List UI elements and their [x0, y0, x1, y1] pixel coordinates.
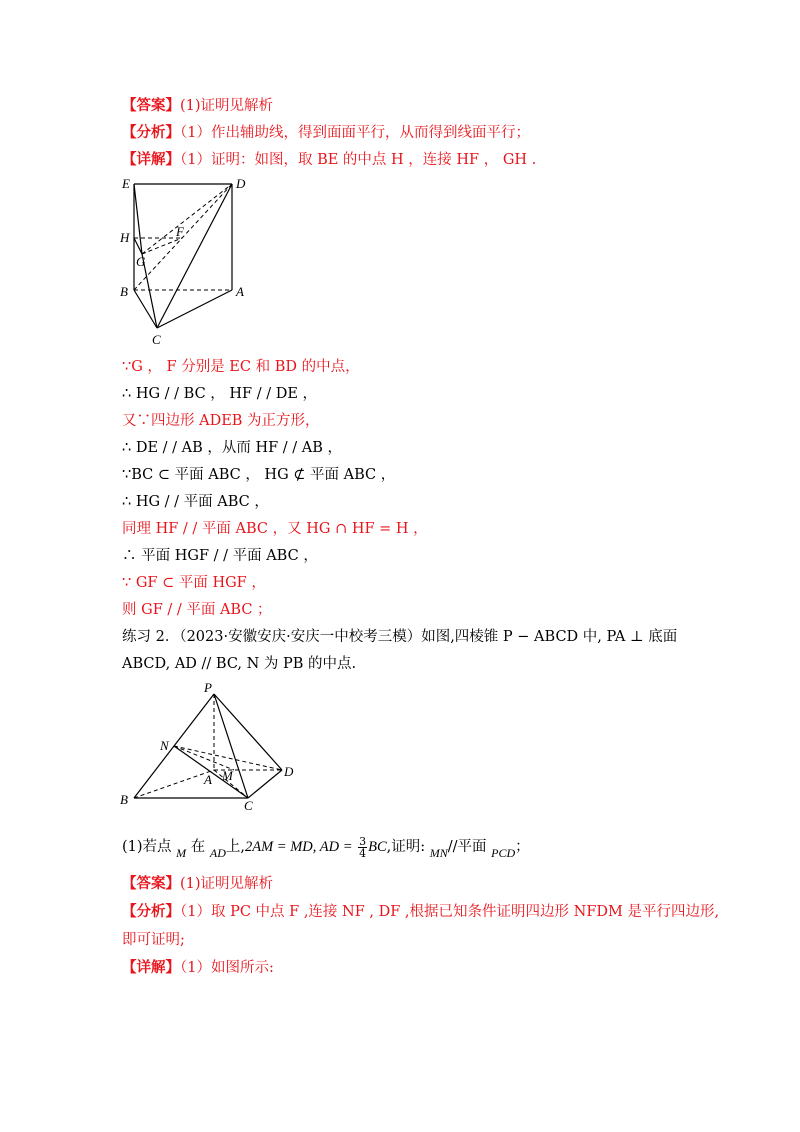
question-1-line	[122, 832, 530, 868]
q-frac-den: 4	[359, 846, 367, 860]
q-on: 在	[190, 839, 206, 855]
proof-line-4: ∴ DE / / AB ，从而 HF / / AB ，	[122, 440, 343, 456]
exercise2-line-2: ABCD, AD // BC, N 为 PB 的中点.	[122, 656, 357, 672]
detail-line-1	[122, 150, 536, 170]
analysis-tag-2: 【分析】	[122, 903, 180, 920]
proof-line-2: ∴ HG / / BC ， HF / / DE ，	[122, 386, 318, 402]
answer-tag-2: 【答案】	[122, 875, 180, 892]
detail-tag-2: 【详解】	[122, 959, 180, 976]
figure-pyramid	[112, 676, 302, 816]
label-E: E	[122, 176, 130, 191]
q-AD: AD	[209, 846, 226, 860]
analysis-line-2	[122, 902, 719, 922]
label-B2: B	[120, 792, 128, 807]
detail-text: （1）证明：如图，取 BE 的中点 H ，连接 HF ， GH .	[180, 152, 537, 168]
answer-tag: 【答案】	[122, 97, 180, 114]
proof-line-7: 同理 HF / / 平面 ABC ，又 HG ∩ HF = H ，	[122, 521, 428, 537]
detail-line-2	[122, 958, 274, 978]
analysis-text-2: （1）取 PC 中点 F ,连接 NF , DF ,根据已知条件证明四边形 NFDM 是平行四边形,	[180, 904, 720, 920]
detail-tag: 【详解】	[122, 151, 180, 168]
label-N: N	[160, 738, 169, 753]
label-G: G	[136, 254, 146, 269]
q-M: M	[176, 846, 187, 860]
q-rest1: 上,	[225, 839, 245, 855]
analysis-line-2b: 即可证明;	[122, 932, 185, 948]
q-frac-num: 3	[359, 834, 367, 848]
label-C2: C	[244, 798, 253, 813]
label-M: M	[222, 768, 233, 783]
label-A2: A	[204, 772, 212, 787]
analysis-text: （1）作出辅助线，得到面面平行，从而得到线面平行；	[180, 125, 530, 141]
label-B: B	[120, 284, 128, 299]
proof-line-10: 则 GF / / 平面 ABC ；	[122, 602, 272, 618]
label-C: C	[152, 332, 161, 347]
label-D: D	[236, 176, 246, 191]
q-parallel: //平面	[447, 839, 487, 855]
analysis-line-1	[122, 123, 530, 143]
proof-line-1: ∵G ， F 分别是 EC 和 BD 的中点，	[122, 359, 360, 375]
q-eq: 2AM = MD, AD =	[244, 839, 353, 855]
label-H: H	[120, 230, 130, 245]
proof-line-9: ∵ GF ⊂ 平面 HGF ，	[122, 575, 266, 591]
label-P: P	[204, 680, 212, 695]
exercise2-line-1: 练习 2．（2023·安徽安庆·安庆一中校考三模）如图,四棱锥 P − ABCD 中, PA ⊥ 底面	[122, 629, 678, 645]
proof-line-3: 又∵四边形 ADEB 为正方形，	[122, 413, 320, 429]
answer-line-1	[122, 96, 273, 116]
proof-line-8: ∴ 平面 HGF / / 平面 ABC ，	[122, 548, 318, 564]
label-D2: D	[284, 764, 294, 779]
figure-prism	[112, 172, 252, 352]
q-PCD: PCD	[491, 846, 516, 860]
q-fraction	[358, 836, 367, 859]
q-before: (1)若点	[122, 839, 172, 855]
label-F: F	[176, 224, 184, 239]
proof-line-6: ∴ HG / / 平面 ABC ，	[122, 494, 269, 510]
detail-text-2: （1）如图所示:	[180, 960, 274, 976]
q-prove: ,证明:	[386, 839, 426, 855]
answer-text-2: (1)证明见解析	[180, 876, 274, 892]
answer-line-2	[122, 874, 273, 894]
q-MN: MN	[429, 846, 448, 860]
answer-text: (1)证明见解析	[180, 98, 274, 114]
analysis-tag: 【分析】	[122, 124, 180, 141]
proof-line-5: ∵BC ⊂ 平面 ABC ， HG ⊄ 平面 ABC ，	[122, 467, 396, 483]
q-end: ；	[515, 839, 530, 855]
q-BC: BC	[368, 839, 387, 855]
label-A: A	[236, 284, 244, 299]
